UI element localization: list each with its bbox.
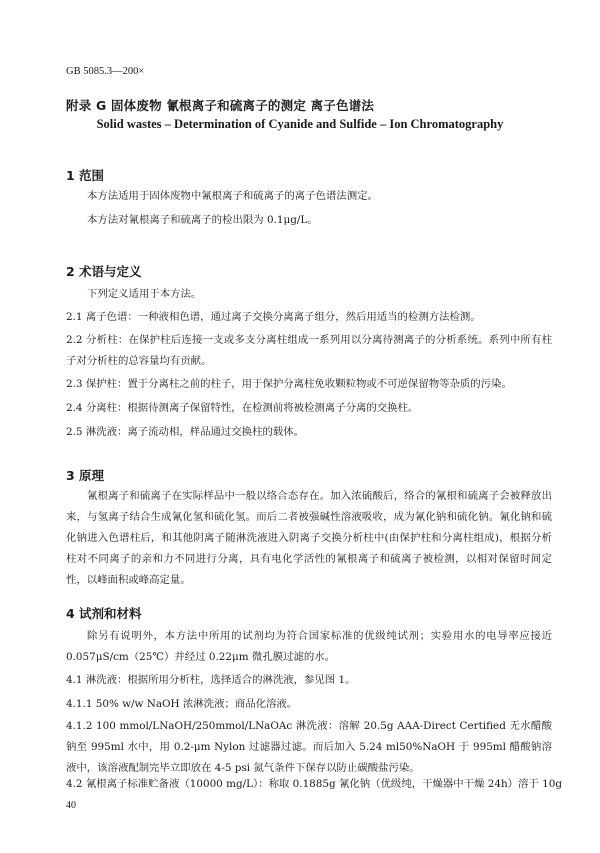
definition-2-4: 2.4 分离柱：根据待测离子保留特性，在检测前将被检测离子分离的交换柱。 xyxy=(66,402,419,414)
definition-2-2: 2.2 分析柱：在保护柱后连接一支或多支分离柱组成一系列用以分离待测离子的分析系统。系列中所有柱子对分析柱的总容量均有贡献。 xyxy=(66,334,552,367)
item-4-1: 4.1 淋洗液：根据所用分析柱，选择适合的淋洗液，参见图 1。 xyxy=(66,674,356,686)
section-3-heading: 3 原理 xyxy=(66,468,105,483)
definition-2-5: 2.5 淋洗液：离子流动相，样品通过交换柱的载体。 xyxy=(66,426,305,438)
section-4-heading: 4 试剂和材料 xyxy=(66,606,142,621)
item-4-2: 4.2 氰根离子标准贮备液（10000 mg/L）：称取 0.1885g 氰化钠（优级纯，干燥器中干燥 24h）溶于 10g xyxy=(66,778,563,790)
standard-number: GB 5085.3—200× xyxy=(66,66,145,77)
item-4-1-2: 4.1.2 100 mmol/LNaOH/250mmol/LNaOAc 淋洗液：溶解 20.5g AAA-Direct Certified 无水醋酸钠至 995ml 水中，用 0.2-μm Nylon 过滤器过滤。而后加入 5.24 ml50%NaOH 于 995ml 醋酸钠溶液中，该溶液配制完毕立即放在 4-5 psi 氮气条件下保存以防止碳酸盐污染。 xyxy=(66,720,552,774)
annex-title-cn: 附录 G 固体废物 氰根离子和硫离子的测定 离子色谱法 xyxy=(66,98,375,113)
section-1-para-2: 本方法对氰根离子和硫离子的检出限为 0.1μg/L。 xyxy=(87,214,318,226)
item-4-1-1: 4.1.1 50% w/w NaOH 浓淋洗液；商品化溶液。 xyxy=(66,698,298,710)
section-4-intro: 除另有说明外，本方法中所用的试剂均为符合国家标准的优级纯试剂；实验用水的电导率应接近 0.057μS/cm（25℃）并经过 0.22μm 微孔膜过滤的水。 xyxy=(66,630,552,663)
definition-2-3: 2.3 保护柱：置于分离柱之前的柱子，用于保护分离柱免收颗粒物或不可逆保留物等杂质的污染。 xyxy=(66,378,512,390)
section-3-body: 氰根离子和硫离子在实际样品中一般以络合态存在。加入浓硫酸后，络合的氰根和硫离子会被释放出来，与氢离子结合生成氰化氢和硫化氢。而后二者被强碱性溶液吸收，成为氰化钠和硫化钠。氰化钠和硫化钠进入色谱柱后，和其他阴离子随淋洗液进入阴离子交换分析柱中(由保护柱和分离柱组成)，根据分析柱对不同离子的亲和力不同进行分离，具有电化学活性的氰根离子和硫离子被检测，以相对保留时间定性，以峰面积或峰高定量。 xyxy=(66,490,552,586)
section-1-para-1: 本方法适用于固体废物中氰根离子和硫离子的离子色谱法测定。 xyxy=(87,190,378,202)
section-2-heading: 2 术语与定义 xyxy=(66,264,142,279)
section-2-intro: 下列定义适用于本方法。 xyxy=(87,288,202,300)
page-number: 40 xyxy=(66,800,76,811)
definition-2-1: 2.1 离子色谱：一种液相色谱，通过离子交换分离离子组分，然后用适当的检测方法检测。 xyxy=(66,311,481,323)
section-1-heading: 1 范围 xyxy=(66,168,105,183)
annex-title-en: Solid wastes – Determination of Cyanide and Sulfide – Ion Chromatography xyxy=(96,117,504,131)
